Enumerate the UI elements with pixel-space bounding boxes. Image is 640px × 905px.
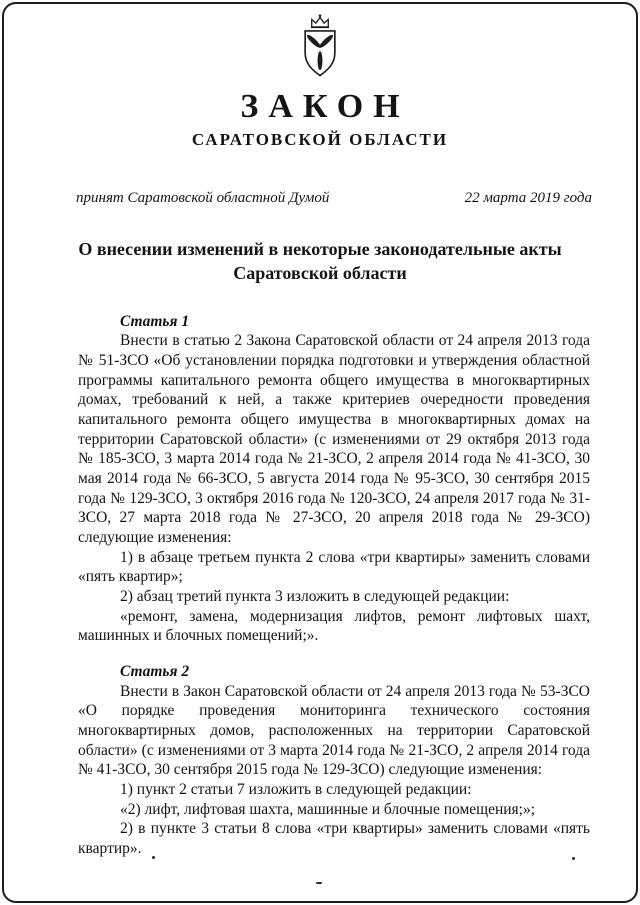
adoption-line — [76, 190, 592, 207]
scan-artifact — [572, 857, 575, 860]
article-2-paragraph: «2) лифт, лифтовая шахта, машинные и блочные помещения;»; — [120, 800, 536, 818]
article-1-title: Статья 1 — [120, 312, 190, 330]
article-1-paragraph: Внести в статью 2 Закона Саратовской области от 24 апреля 2013 года № 51-ЗСО «Об установлении порядка подготовки и утверждения областной программы капитального ремонта общего имущества в многоквартирных домах, требований к ней, а также критериев очередности проведения капитального ремонта общего имущества в многоквартирных домах на территории Саратовской области» (с изменениями от 29 октября 2013 года № 185-ЗСО, 3 марта 2014 года № 21-ЗСО, 2 апреля 2014 года № 41-ЗСО, 30 мая 2014 года № 66-ЗСО, 5 августа 2014 года № 95-ЗСО, 30 сентября 2015 года № 129-ЗСО, 3 октября 2016 года № 120-ЗСО, 24 апреля 2017 года № 31-ЗСО, 27 марта 2018 года № 27-ЗСО, 20 апреля 2018 года № 29-ЗСО) следующие изменения: — [78, 332, 590, 546]
scan-artifact — [152, 856, 155, 859]
article-2-paragraph: Внести в Закон Саратовской области от 24 апреля 2013 года № 53-ЗСО «О порядке проведения мониторинга технического состояния многоквартирных домов, расположенных на территории Саратовской области» (с изменениями от 3 марта 2014 года № 21-ЗСО, 2 апреля 2014 года № 41-ЗСО, 30 сентября 2015 года № 129-ЗСО) следующие изменения: — [78, 682, 590, 779]
law-subtitle: САРАТОВСКОЙ ОБЛАСТИ — [191, 130, 449, 149]
article-1-paragraph: 1) в абзаце третьем пункта 2 слова «три квартиры» заменить словами «пять квартир»; — [78, 548, 590, 586]
article-1-paragraph: 2) абзац третий пункта 3 изложить в следующей редакции: — [120, 588, 510, 605]
article-2-paragraph: 2) в пункте 3 статьи 8 слова «три квартиры» заменить словами «пять квартир». — [78, 820, 590, 858]
adopted-by-text: принят Саратовской областной Думой — [76, 190, 330, 206]
articles-block — [78, 312, 590, 859]
article-2-section — [78, 662, 590, 859]
law-title: ЗАКОН — [240, 88, 410, 125]
adoption-date: 22 марта 2019 года — [464, 190, 592, 206]
article-2-paragraph: 1) пункт 2 статьи 7 изложить в следующей редакции: — [120, 781, 472, 799]
article-1-section — [78, 312, 590, 646]
law-heading: О внесении изменений в некоторые законодательные акты Саратовской области — [78, 239, 562, 284]
scan-artifact — [316, 882, 322, 884]
coat-of-arms-icon — [295, 12, 345, 78]
article-2-title: Статья 2 — [120, 663, 190, 681]
article-1-paragraph: «ремонт, замена, модернизация лифтов, ремонт лифтовых шахт, машинных и блочных помещений;». — [78, 607, 590, 645]
